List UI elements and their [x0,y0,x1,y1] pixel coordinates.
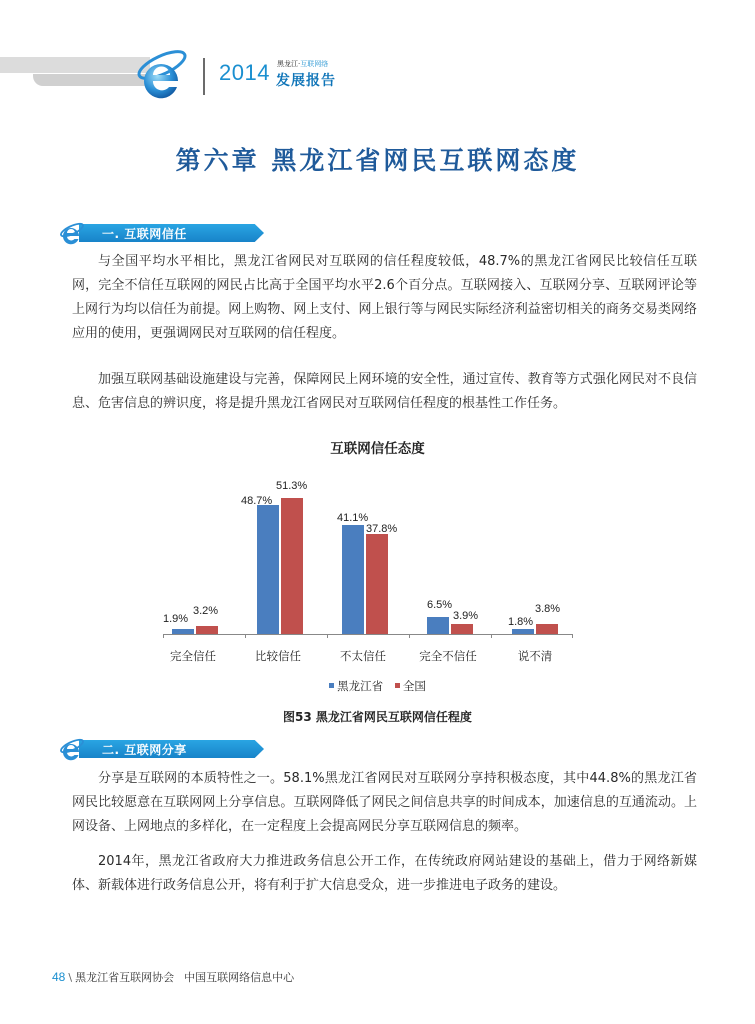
category-label: 比较信任 [255,649,301,663]
bar-national-full-trust [196,626,218,634]
bar-heilongjiang-no-trust [427,617,449,634]
value-label: 6.5% [427,599,453,611]
ie-e-logo-icon [57,220,85,246]
bar-national-fairly-trust [281,498,303,634]
value-label: 1.8% [508,616,534,628]
header-subtitle [277,60,328,69]
bar-heilongjiang-not-really-trust [342,525,364,634]
value-label: 41.1% [337,512,369,524]
bar-heilongjiang-unclear [512,629,534,634]
bar-heilongjiang-full-trust [172,629,194,634]
category-label: 完全不信任 [419,649,477,663]
page-footer [52,969,294,985]
value-label: 51.3% [276,480,308,492]
section-label: 二. 互联网分享 [102,743,187,757]
x-axis [163,634,573,635]
value-label: 48.7% [241,495,273,507]
axis-tick [572,634,573,638]
bar-chart [163,470,573,640]
category-label: 说不清 [517,649,553,663]
axis-tick [409,634,410,638]
axis-tick [163,634,164,638]
axis-tick [327,634,328,638]
legend-item-national: 全国 [395,679,426,693]
axis-tick [491,634,492,638]
chart-title: 互联网信任态度 [330,441,425,457]
bar-national-not-really-trust [366,534,388,634]
paragraph: 分享是互联网的本质特性之一。58.1%黑龙江省网民对互联网分享持积极态度，其中44.8%的黑龙江省网民比较愿意在互联网网上分享信息。互联网降低了网民之间信息共享的时间成本，加速信息的互通流动。上网设备、上网地点的多样化，在一定程度上会提高网民分享互联网信息的频率。 [72,771,697,834]
category-label: 完全信任 [170,649,216,663]
header-divider [203,58,205,95]
paragraph: 与全国平均水平相比，黑龙江省网民对互联网的信任程度较低，48.7%的黑龙江省网民比较信任互联网，完全不信任互联网的网民占比高于全国平均水平2.6个百分点。互联网接入、互联网分享、互联网评论等上网行为均以信任为前提。网上购物、网上支付、网上银行等与网民实际经济利益密切相关的商务交易类网络应用的使用，更强调网民对互联网的信任程度。 [72,254,697,341]
axis-tick [245,634,246,638]
legend-item-heilongjiang: 黑龙江省 [329,679,383,693]
figure-caption: 图53 黑龙江省网民互联网信任程度 [283,710,472,724]
bar-heilongjiang-fairly-trust [257,505,279,634]
header-main-title: 发展报告 [276,73,336,89]
value-label: 3.8% [535,603,561,615]
value-label: 37.8% [366,523,398,535]
paragraph: 2014年，黑龙江省政府大力推进政务信息公开工作，在传统政府网站建设的基础上，借力于网络新媒体、新载体进行政务信息公开，将有利于扩大信息受众，进一步推进电子政务的建设。 [72,854,697,893]
legend-swatch-red [395,683,400,688]
chart-legend [0,678,755,694]
category-label: 不太信任 [340,649,386,663]
paragraph: 加强互联网基础设施建设与完善，保障网民上网环境的安全性，通过宣传、教育等方式强化网民对不良信息、危害信息的辨识度，将是提升黑龙江省网民对互联网信任程度的根基性工作任务。 [72,372,697,411]
bar-national-no-trust [451,624,473,634]
footer-org-2: 中国互联网络信息中心 [184,971,295,984]
page-number: 48 [52,970,66,984]
value-label: 1.9% [163,613,189,625]
bar-national-unclear [536,624,558,634]
legend-swatch-blue [329,683,334,688]
header-subtitle-right: 互联网络 [300,60,329,68]
header-decor-bar [0,57,150,73]
section-label: 一. 互联网信任 [102,227,187,241]
ie-e-logo-icon [132,45,188,105]
footer-separator: \ [68,971,73,984]
value-label: 3.9% [453,610,479,622]
ie-e-logo-icon [57,736,85,762]
chapter-title: 第六章 黑龙江省网民互联网态度 [175,146,580,175]
value-label: 3.2% [193,605,219,617]
header-year: 2014 [219,60,270,85]
header-subtitle-left: 黑龙江· [277,60,301,68]
footer-org-1: 黑龙江省互联网协会 [75,971,175,984]
